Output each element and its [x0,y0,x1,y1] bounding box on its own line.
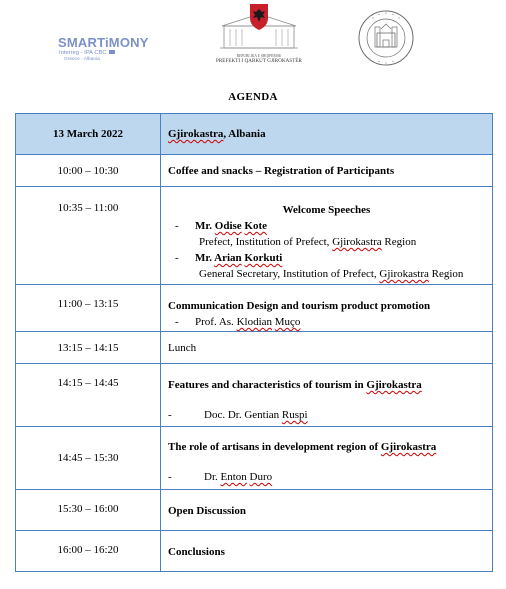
prefect-subtitle: REPUBLIKA E SHQIPERISE [236,54,282,58]
row-title: Communication Design and tourism product promotion [168,300,431,312]
row-time: 14:45 – 15:30 [16,427,161,490]
speaker-item: - Mr. Odise Kote [175,220,268,232]
agenda-title: AGENDA [228,91,278,103]
table-row [16,332,493,364]
row-time: 10:35 – 11:00 [16,187,161,285]
table-row [16,490,493,531]
row-time: 15:30 – 16:00 [16,490,161,531]
table-header-row [16,114,493,155]
table-row [16,364,493,427]
eu-flag-icon [109,50,115,54]
speaker-item: - Prof. As. Klodian Muço [175,316,301,328]
smartimony-countries: Greece - Albania [64,57,100,62]
row-title: Coffee and snacks – Registration of Participants [161,155,493,187]
speaker-role: Prefect, Institution of Prefect, Gjirokastra Region [199,236,417,248]
row-title: Welcome Speeches [282,204,371,216]
row-time: 13:15 – 14:15 [16,332,161,364]
row-title: Lunch [161,332,493,364]
row-content [161,285,493,332]
row-title: Conclusions [161,531,493,572]
speaker-item: - Dr. Enton Duro [168,471,273,483]
smartimony-logo [58,36,148,63]
prefect-name: PREFEKTI I QARKUT GJIROKASTËR [215,59,302,64]
smartimony-title: SMARTiMONY [58,35,149,50]
row-content [161,364,493,427]
row-title: The role of artisans in development region of Gjirokastra [168,441,437,453]
smartimony-program: Interreg - IPA CBC [59,50,107,56]
row-title: Features and characteristics of tourism in Gjirokastra [168,379,422,391]
row-content [161,187,493,285]
row-content [161,427,493,490]
gjirokastra-seal [357,7,415,74]
table-row [16,531,493,572]
speaker-role: General Secretary, Institution of Prefect, Gjirokastra Region [199,268,464,280]
header-place: Gjirokastra, Albania [161,114,493,155]
prefect-logo [212,2,306,72]
table-row [16,155,493,187]
albania-eagle-emblem-icon [212,2,306,52]
table-row [16,285,493,332]
row-time: 14:15 – 14:45 [16,364,161,427]
row-time: 16:00 – 16:20 [16,531,161,572]
row-time: 11:00 – 13:15 [16,285,161,332]
table-row [16,187,493,285]
header-date: 13 March 2022 [16,114,161,155]
table-row [16,427,493,490]
row-title: Open Discussion [161,490,493,531]
speaker-item: - Mr. Arian Korkuti [175,252,283,264]
speaker-item: - Doc. Dr. Gentian Ruspi [168,409,308,421]
gjirokastra-seal-icon [357,7,415,69]
row-time: 10:00 – 10:30 [16,155,161,187]
agenda-table [15,113,493,572]
